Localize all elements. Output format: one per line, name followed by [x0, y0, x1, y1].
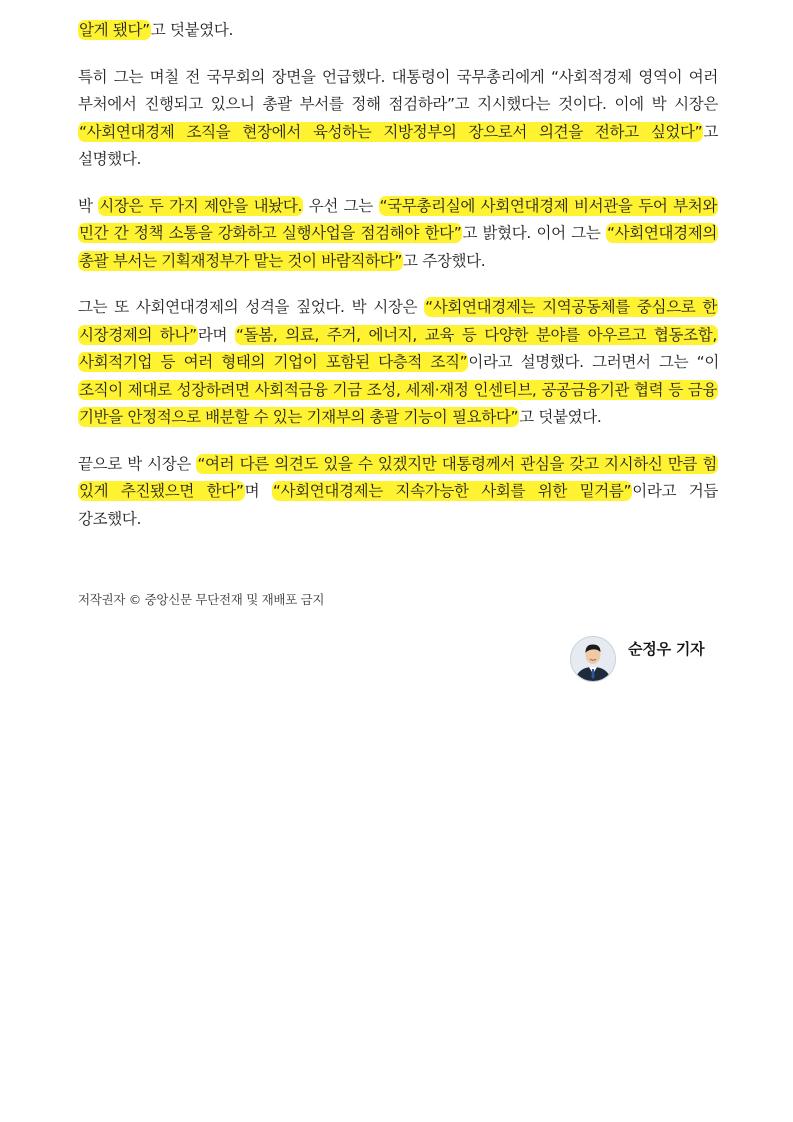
reporter-byline[interactable]	[570, 636, 704, 682]
paragraph-text: 박	[78, 196, 99, 215]
paragraph-text: 그는 또 사회연대경제의 성격을 짚었다. 박 시장은	[78, 298, 425, 316]
highlighted-quote: 알게 됐다”	[79, 21, 150, 39]
paragraph-text: 고 밝혔다. 이어 그는	[462, 224, 606, 242]
paragraph-text: 고 덧붙였다.	[519, 408, 602, 426]
reporter-name[interactable]: 순정우 기자	[628, 639, 705, 658]
copyright-notice: 저작권자 © 중앙신문 무단전재 및 재배포 금지	[78, 592, 325, 607]
paragraph-text: 고 주장했다.	[403, 251, 486, 270]
paragraph-text: 우선 그는	[303, 196, 379, 215]
article-paragraph	[78, 193, 718, 276]
highlighted-quote: “돌봄, 의료, 주거, 에너지, 교육 등 다양한 분야를 아우르고 협동조합, 사회적기업 등 여러 형태의 기업이 포함된 다층적 조직”	[79, 325, 717, 371]
paragraph-text: 고 덧붙였다.	[150, 21, 234, 39]
highlighted-quote: 조직이 제대로 성장하려면 사회적금융 기금 조성, 세제·재정 인센티브, 공공금융기관 협력 등 금융 기반을 안정적으로 배분할 수 있는 기재부의 총괄 기능이 필요하다”	[79, 380, 717, 426]
paragraph-text: 이라고 설명했다. 그러면서 그는 “이	[468, 353, 719, 371]
paragraph-text: 고 설명했다.	[78, 122, 718, 168]
paragraph-text: 라며	[197, 325, 235, 344]
article-body	[78, 17, 718, 552]
paragraph-text: 끝으로 박 시장은	[78, 454, 197, 473]
highlighted-quote: “사회연대경제는 지역공동체를 중심으로 한 시장경제의 하나”	[79, 298, 717, 344]
highlighted-quote: 시장은 두 가지 제안을 내놨다.	[99, 196, 303, 215]
reporter-portrait-icon	[570, 636, 616, 682]
highlighted-quote: “사회연대경제의 총괄 부서는 기획재정부가 맡는 것이 바람직하다”	[79, 224, 717, 270]
article-paragraph	[78, 451, 718, 534]
highlighted-quote: “국무총리실에 사회연대경제 비서관을 두어 부처와 민간 간 정책 소통을 강화하고 실행사업을 점검해야 한다”	[79, 196, 717, 242]
highlighted-quote: “사회연대경제 조직을 현장에서 육성하는 지방정부의 장으로서 의견을 전하고 싶었다”	[79, 122, 703, 141]
article-paragraph	[78, 17, 718, 45]
highlighted-quote: “여러 다른 의견도 있을 수 있겠지만 대통령께서 관심을 갖고 지시하신 만큼 힘 있게 추진됐으면 한다”	[79, 454, 718, 500]
highlighted-quote: “사회연대경제는 지속가능한 사회를 위한 밑거름”	[272, 482, 632, 500]
article-paragraph	[78, 64, 718, 174]
paragraph-text: 이라고 거듭 강조했다.	[78, 482, 718, 528]
paragraph-text: 며	[244, 482, 272, 500]
paragraph-text: 특히 그는 며칠 전 국무회의 장면을 언급했다. 대통령이 국무총리에게 “사회적경제 영역이 여러 부처에서 진행되고 있으니 총괄 부서를 정해 점검하라”고 지시했다는 것이다. 이에 박 시장은	[78, 67, 718, 113]
article-paragraph	[78, 294, 718, 432]
